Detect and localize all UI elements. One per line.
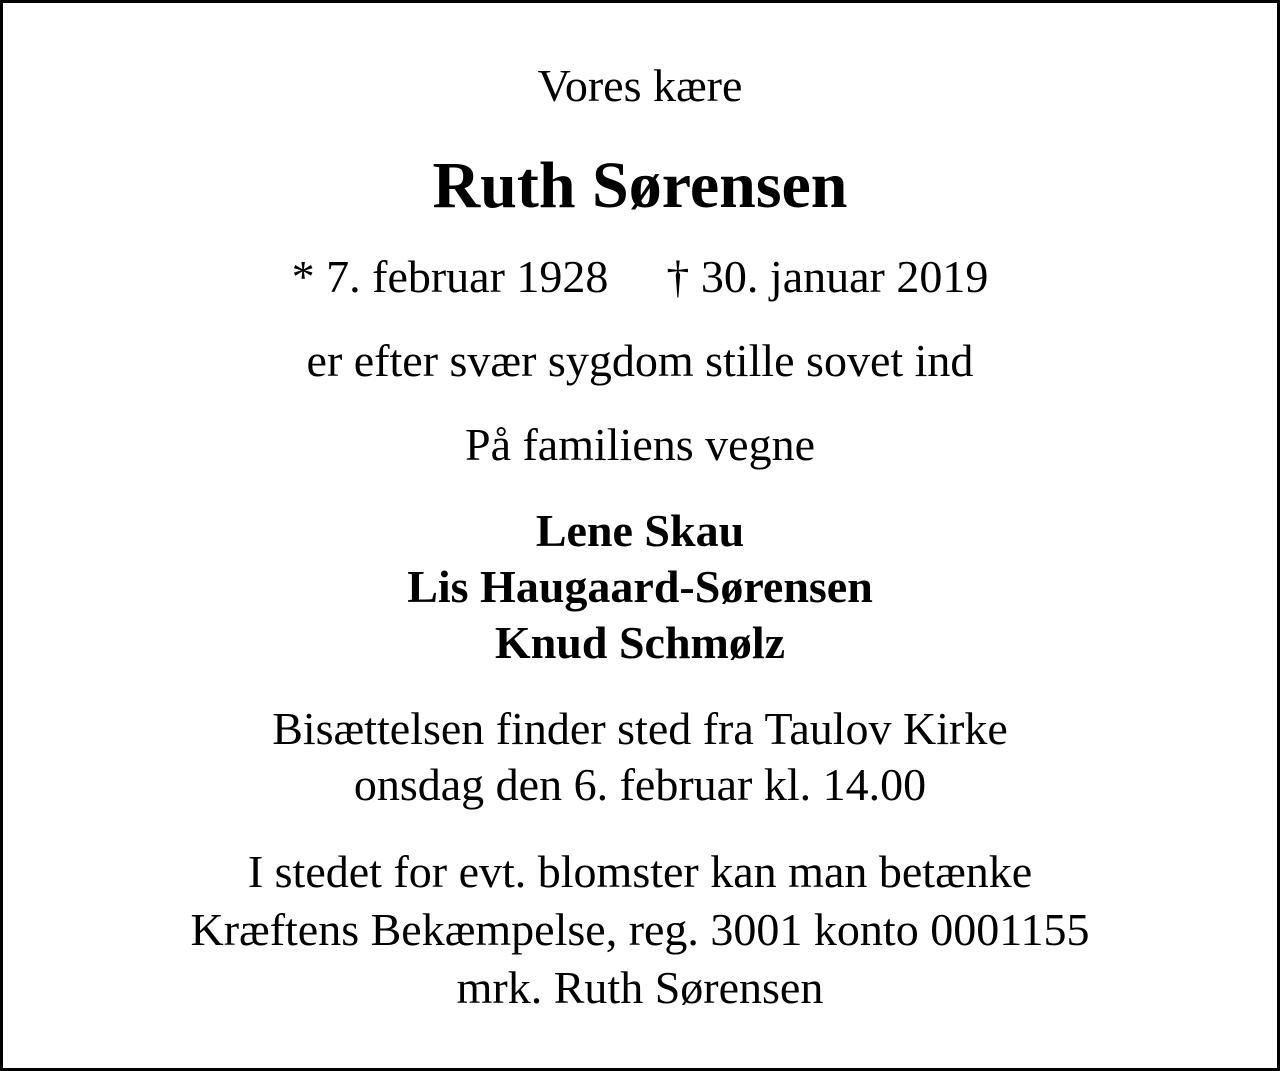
funeral-location: Bisættelsen finder sted fra Taulov Kirke <box>272 703 1008 754</box>
donation-line: I stedet for evt. blomster kan man betænke <box>247 846 1033 897</box>
donation-info <box>3 843 1277 1017</box>
signer-name: Lene Skau <box>535 505 745 556</box>
funeral-time: onsdag den 6. februar kl. 14.00 <box>353 759 927 810</box>
deceased-name: Ruth Sørensen <box>432 149 848 222</box>
donation-mark: mrk. Ruth Sørensen <box>456 962 824 1013</box>
intro-text: Vores kære <box>537 60 743 111</box>
signer-name: Lis Haugaard-Sørensen <box>407 561 873 612</box>
passing-text: er efter svær sygdom stille sovet ind <box>306 335 974 386</box>
signer-name: Knud Schmølz <box>494 617 786 668</box>
donation-account: Kræftens Bekæmpelse, reg. 3001 konto 0001155 <box>190 904 1090 955</box>
birth-date: * 7. februar 1928 <box>291 251 609 302</box>
death-date: † 30. januar 2019 <box>666 251 989 302</box>
funeral-info <box>3 701 1277 813</box>
signers-list <box>3 503 1277 671</box>
on-behalf-text: På familiens vegne <box>464 419 815 470</box>
life-dates <box>3 249 1277 305</box>
